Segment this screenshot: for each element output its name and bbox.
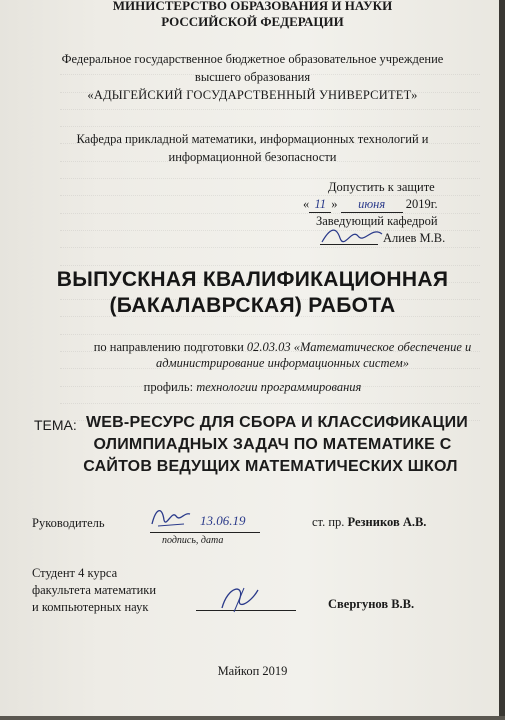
- institution-line-3: «АДЫГЕЙСКИЙ ГОСУДАРСТВЕННЫЙ УНИВЕРСИТЕТ»: [87, 88, 418, 102]
- department-line-1: Кафедра прикладной математики, информационных технологий и: [76, 132, 429, 146]
- approval-day: 11: [309, 197, 331, 213]
- supervisor-signature-line: [150, 532, 260, 533]
- student-signature: [214, 582, 264, 616]
- student-name: Свергунов В.В.: [328, 597, 415, 611]
- admit-to-defense: Допустить к защите: [328, 180, 435, 194]
- ministry-line-1: МИНИСТЕРСТВО ОБРАЗОВАНИЯ И НАУКИ: [112, 0, 393, 13]
- student-line-1: Студент 4 курса: [32, 566, 118, 580]
- department-line-2: информационной безопасности: [168, 150, 337, 164]
- head-signature: [318, 222, 388, 248]
- student-line-3: и компьютерных наук: [32, 600, 149, 614]
- approval-year: 2019г.: [405, 197, 438, 211]
- ministry-line-2: РОССИЙСКОЙ ФЕДЕРАЦИИ: [161, 14, 344, 29]
- student-line-2: факультета математики: [32, 583, 157, 597]
- supervisor-label: Руководитель: [32, 516, 105, 530]
- page-bottom-edge: [0, 716, 505, 720]
- topic-line-3: САЙТОВ ВЕДУЩИХ МАТЕМАТИЧЕСКИХ ШКОЛ: [83, 458, 458, 475]
- approval-month: июня: [341, 197, 403, 213]
- approval-date: [303, 197, 438, 213]
- work-title-line-2: (БАКАЛАВРСКАЯ) РАБОТА: [109, 294, 396, 317]
- profile-label: профиль:: [143, 380, 194, 394]
- page-edge-shadow: [499, 0, 505, 720]
- institution-line-2: высшего образования: [194, 70, 311, 84]
- supervisor-rank-name: [312, 515, 426, 530]
- topic-line-2: ОЛИМПИАДНЫХ ЗАДАЧ ПО МАТЕМАТИКЕ С: [93, 436, 452, 453]
- institution-line-1: Федеральное государственное бюджетное образовательное учреждение: [61, 52, 444, 66]
- head-of-department-name: Алиев М.В.: [383, 231, 446, 245]
- head-of-department-title: Заведующий кафедрой: [316, 214, 438, 228]
- supervisor-sign-date: 13.06.19: [200, 513, 246, 528]
- direction-prefix: по направлению подготовки: [93, 340, 244, 354]
- direction-line-1: [30, 340, 505, 355]
- direction-line-2: администрирование информационных систем»: [156, 356, 409, 370]
- topic-line-1: WEB-РЕСУРС ДЛЯ СБОРА И КЛАССИФИКАЦИИ: [86, 414, 468, 431]
- date-open-quote: «: [303, 197, 310, 211]
- supervisor-name: Резников А.В.: [347, 515, 427, 529]
- supervisor-rank: ст. пр.: [312, 515, 345, 529]
- topic-label: ТЕМА:: [34, 417, 77, 433]
- signature-caption: подпись, дата: [162, 535, 224, 546]
- direction-code: 02.03.03 «Математическое обеспечение и: [246, 340, 472, 354]
- work-title-line-1: ВЫПУСКНАЯ КВАЛИФИКАЦИОННАЯ: [56, 268, 449, 291]
- supervisor-signature: [148, 502, 194, 532]
- profile-line: [0, 380, 505, 395]
- date-close-quote: »: [331, 197, 338, 211]
- profile-value: технологии программирования: [196, 380, 362, 394]
- footer-city-year: Майкоп 2019: [217, 664, 288, 678]
